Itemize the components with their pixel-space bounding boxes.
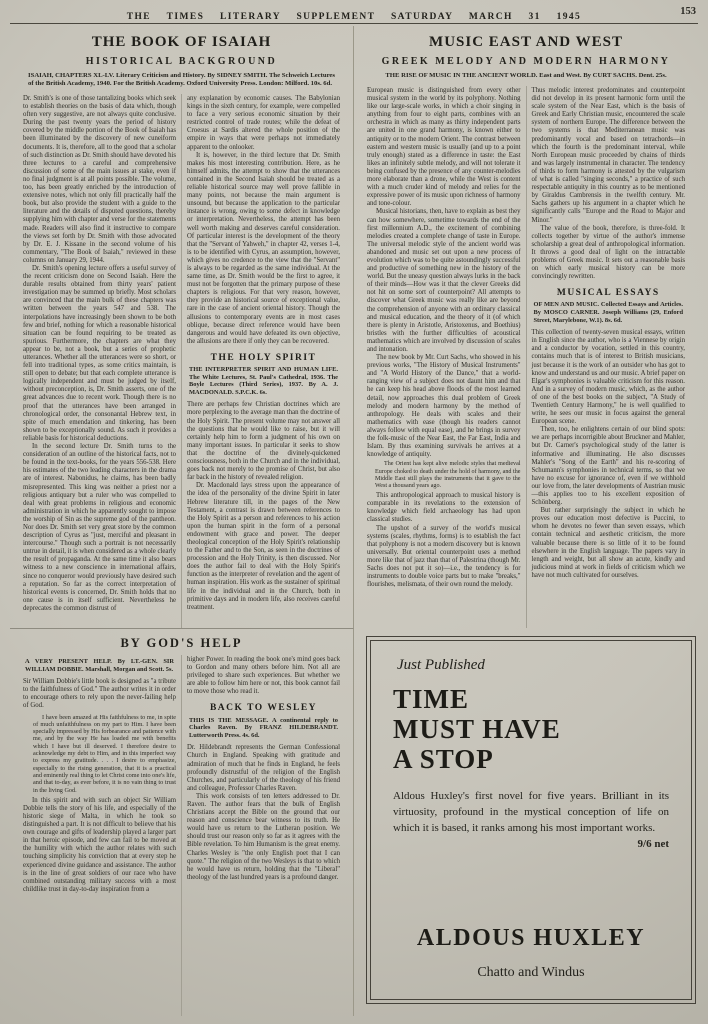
holy-spirit-text: [187, 401, 340, 611]
gods-help-column-2-text: [187, 656, 340, 696]
advert-book-title: [393, 684, 669, 775]
paragraph: In this spirit and with such an object Sir William Dobbie tells the story of his life, and especially of the historic siege of Malta, in which he took so distinguished a part. It is not difficult to believe that his own courage and gifts of leadership played a larger part in that heroic episode, and few can fail to be moved at the humility with which the author relates with such touching simplicity his conviction that at every step he experienced divine guidance and assistance. The author is in the line of great soldiers of our race who have combined outstanding military success with a most childlike trust in day-to-day inspiration from a: [23, 796, 176, 893]
music-column-1: [362, 86, 526, 628]
isaiah-column-2: [181, 94, 345, 628]
advert-blurb: [393, 789, 669, 853]
article-music-east-and-west: [354, 26, 698, 628]
paragraph: The upshot of a survey of the world's musical systems (scales, rhythms, forms) is to establish the fact that polyphony is not a modern discovery but is known universally. But oriental counterpoint uses a method more like that of jazz than that of Palestrina (though Mr. Sachs does not put it so)—i.e., the tendency is for instruments to double voice parts but to make "breaks," flourishes, melismata, of their own round the melody.: [367, 524, 521, 589]
paragraph: Sir William Dobbie's little book is designed as "a tribute to the faithfulness of God." The author writes it in order to encourage others to rely upon the never-failing help of God.: [23, 678, 176, 710]
isaiah-subtitle: HISTORICAL BACKGROUND: [85, 56, 278, 67]
gods-help-intro: [23, 678, 176, 710]
advert-title-line-2: MUST HAVE: [393, 714, 561, 745]
paragraph: It is, however, in the third lecture that Dr. Smith makes his most interesting contribution. Here, as he himself admits, the attempt to show that the utterances contained in the Second Isaiah should be treated as a reliable historical source may well prove fallible in many points, not because the main argument is unsound, but because the application to the particular instance is wrong, owing to some defect in knowledge or interpretation. Nevertheless, the attempt has been well worth making and deserves careful consideration. Of particular interest is the development of the theory that the "Servant of Yahweh," in chapter 42, verses 1-4, is to be identified with Cyrus, an assumption, however, which gives no credence to the view that the "Servant" is always to be regarded as the same individual. At the same time, as Dr. Smith would be the first to agree, it must not be forgotten that the primary purpose of these chapters is religious. For that very reason, however, they provide an historical source of exceptional value, rare in the case of ancient oriental history. Though the allusions to contemporary events are in most cases oblique, because direct reference would have been dangerous and would have defeated its own objective, the allusions are there if only they can be recovered.: [187, 151, 340, 345]
wesley-citation: THIS IS THE MESSAGE. A continental reply to Charles Raven. By FRANZ HILDEBRANDT. Lutterworth Press. 4s. 6d.: [189, 716, 338, 739]
music-column-1-continued: [367, 492, 521, 589]
masthead: [10, 6, 698, 20]
musical-essays-text: [532, 329, 686, 580]
isaiah-column-2-text: [187, 95, 340, 346]
gods-help-heading: BY GOD'S HELP: [120, 636, 243, 650]
masthead-title: THE TIMES LITERARY SUPPLEMENT SATURDAY MARCH 31 1945: [126, 12, 582, 22]
holy-spirit-citation: THE INTERPRETER SPIRIT AND HUMAN LIFE. The White Lectures, St. Paul's Cathedral, 1936. The Boyle Lectures (Third Series), 1937. By A. J. MACDONALD. S.P.C.K. 6s.: [189, 366, 338, 396]
article-book-of-isaiah: [10, 26, 354, 628]
bottom-section: [10, 628, 698, 1016]
wesley-text: [187, 744, 340, 882]
music-column-2: [526, 86, 691, 628]
advert-publisher: Chatto and Windus: [477, 965, 585, 980]
music-columns: [362, 86, 690, 628]
advert-blurb-text: Aldous Huxley's first novel for five years. Brilliant in its virtuosity, profound in the mystical conception of life on which it is based, it ranks among his most important works.: [393, 789, 669, 834]
advert-title-line-1: TIME: [393, 684, 470, 714]
isaiah-citation: ISAIAH, CHAPTERS XL-LV. Literary Criticism and History. By SIDNEY SMITH. The Schweich Lectures of the British Academy, 1940. For the British Academy. Oxford University Press. London: Milford. 10s. 6d.: [28, 72, 335, 87]
paragraph: This work consists of ten letters addressed to Dr. Raven. The author fears that the bulk of English Christians accept the Bible on the ground that our reason and conscience bear witness to its truth. He would have us return to the Lutheran position. We should trust our reason only so far as it agrees with the Bible revelation. To him Humanism is the great enemy. Charles Wesley is "the only English poet that I can quote." The religion of the two Wesleys is that to which he would have us return, holding that the "Liberal" theology of the last hundred years is a profound danger.: [187, 792, 340, 881]
gods-help-column-1: [18, 655, 181, 1016]
paragraph: The Orient has kept alive melodic styles that medieval Europe choked to death under the hold of harmony, and the Middle East still plays the instruments that it gave to the West a thousand years ago.: [375, 461, 521, 489]
top-articles: [10, 26, 698, 628]
paragraph: I have been amazed at His faithfulness to me, in spite of much unfaithfulness on my part to Him. I have been specially impressed by His forbearance and patience with me, and by the way He has loaded me with benefits which I have but ill deserved. I therefore desire to acknowledge my debt to Him, and in this imperfect way to express my gratitude. . . . I desire to emphasize, especially to the rising generation, that it is a practical and eminently real thing to let Christ come into one's life, and that to-day, as ever before, it is no vain thing to trust in the living God.: [33, 713, 176, 794]
advert-border: [366, 636, 696, 1004]
music-citation: THE RISE OF MUSIC IN THE ANCIENT WORLD. East and West. By CURT SACHS. Dent. 25s.: [385, 72, 667, 79]
advert-content: [370, 640, 692, 1000]
gods-help-columns: [18, 655, 345, 1016]
gods-help-citation: A VERY PRESENT HELP. By LT.-GEN. SIR WILLIAM DOBBIE. Marshall, Morgan and Scott. 5s.: [25, 658, 174, 673]
music-fine-print: [367, 461, 521, 490]
gods-help-column-2: [181, 655, 345, 1016]
isaiah-title: THE BOOK OF ISAIAH: [91, 34, 272, 50]
masthead-rule: [10, 23, 698, 24]
paragraph: Thus melodic interest predominates and counterpoint did not develop in its present harmonic form until the scale system of the Near East, which is the basis of Greek and Early Christian music, encountered the scale system of northern Europe. The difference between the two systems is that Mediterranean music was predominantly vocal and based on tetrachords—in which the fourth is the predominant interval, while North European music proceeded by chains of thirds and was largely instrumental in character. The tendency of thirds to form harmony is attested by the vulgarism of what is called "singing seconds," a practice of such respectable antiquity in this country as to be mentioned by Giraldus Cambrensis in the twelfth century. Mr. Sachs gathers up his argument in a chapter which he significantly calls "Europe and the Road to Major and Minor.": [531, 87, 685, 224]
paragraph: The new book by Mr. Curt Sachs, who showed in his previous works, "The History of Musical Instruments" and "A World History of the Dance," that a world-ranging view of a subject does not daunt him and that he can keep his head above floods of the most learned detail, now approaches this dual problem of Greek melody and modern harmony by the method of anthropology. He deals with scales and their mathematics with ease (though his readers cannot always follow with equal ease), and he brings in survey the folk-music of the Near East, the Far East, India and Islam. By thus examining survivals he arrives at a knowledge of antiquity.: [367, 354, 521, 459]
musical-essays-heading: MUSICAL ESSAYS: [556, 288, 660, 299]
paragraph: Musical historians, then, have to explain as best they can how somewhere, sometime towards the end of the first millennium A.D., the excitement of combining melodies created a complete change of taste in Europe. The universal melodic style of the ancient world was abandoned and music set out upon a new process of evolution which was to be quite astoundingly successful and productive of something new in the history of the world. But the uneasy question always lurks in the back of their minds—How was it that the clever Greeks did not hit on some sort of counterpoint? All attempts to discover what Greek music was really like are beyond the comprehension of anyone with an ordinary classical and musical education, and the theory of it (of which there is plenty in Aristotle, Aristoxenus, and Boethius) bristles with the further difficulties of acoustical mathematics which are involved by discussion of scales and intonation.: [367, 208, 521, 353]
advert-huxley: [354, 628, 698, 1016]
paragraph: Dr. Smith's is one of those tantalizing books which seek to establish theories on the basis of data which, though often very suggestive, are not always quite conclusive. During the past twenty years the period of history covered by the middle portion of the Book of Isaiah has been illuminated by the discovery of new cuneiform documents. It is, therefore, all to the good that a scholar of such distinction as Dr. Smith should have devoted his three lectures to a careful and comprehensive discussion of some of the main issues at stake, even if no final judgment is at all points possible. The volume, too, has been greatly enriched by the introduction of extensive notes, which not only fill practically half the book, but also provide the student with a guide to the literature and the details of disputed questions, thereby supplying him with chapter and verse for the statements made. Readers will also find it instructive to compare the views set forth by Dr. Smith with those advocated by Dr. E. J. Kissane in the second volume of his commentary, "The Book of Isaiah," reviewed in these columns on January 29, 1944.: [23, 95, 176, 264]
paragraph: But rather surprisingly the subject in which he proves our education most defective is Puccini, to whom he devotes no fewer than seven essays, which contain technical and aesthetic criticism, the more valuable because there is so little of it to be found elsewhere in the English language. The papers vary in length and weight, but all show an acute, kindly and judicious mind at work in fields of criticism which we have not much cultivated for ourselves.: [531, 507, 685, 579]
advert-price: 9/6 net: [637, 837, 669, 850]
advert-title-line-3: A STOP: [393, 744, 494, 775]
music-column-2-text: [532, 87, 686, 281]
wesley-heading: BACK TO WESLEY: [209, 703, 318, 714]
music-column-1-text: [367, 87, 521, 459]
musical-essays-citation: OF MEN AND MUSIC. Collected Essays and Articles. By MOSCO CARNER. Joseph Williams (29, Enford Street, Marylebone, W.1). 8s. 6d.: [533, 301, 683, 324]
paragraph: Dr. Hildebrandt represents the German Confessional Church in England. Speaking with gratitude and admiration of much that he finds in England, he feels profoundly distrustful of the religion of the English Churches, and particularly of the theology of his friend and colleague, Professor Charles Raven.: [187, 744, 340, 792]
paragraph: In the second lecture Dr. Smith turns to the consideration of an outline of the historical facts, not to be found in the text-books, for the years 556-538. Here his estimates of the two leading characters in the drama are of interest. Nabonidus, he claims, has been badly misrepresented. This king was neither a priest nor a religious antiquary but a ruler who was compelled to deal with great problems in religious and economic administration in which he apparently sought to impose the worship of Sin as the supreme god of the pantheon. Nor does Dr. Smith set very great store by the common description of Cyrus as "just, merciful and pleasant in intercourse." Though such a portrait is not necessarily untrue in detail, it is when considered as a whole clearly the result of propaganda. At the same time it also bears witness to a new conscience in international affairs, since no conqueror would previously have desired such a reputation. So far as the correct interpretation of historical events is concerned, Dr. Smith holds that no one cause is in itself sufficient. Nevertheless he deprecates the common distrust of: [23, 443, 176, 612]
isaiah-column-1: [18, 94, 181, 628]
paragraph: Dr. Smith's opening lecture offers a useful survey of the recent criticism done on Second Isaiah. Here the durable results obtained from thirty years' patient investigation may be summed up briefly. Most scholars are convinced that the main bulk of these chapters was written between the years 547 and 538. The interpolations have increasingly been shown to be both few and brief, nothing for which a reasonable historical situation can be found requiring to be treated as spurious. Furthermore, the chapters are what they appear to be, not a book, but a series of prophetic utterances. Whether all the utterances were so short, or fell into traditional types, as some critics maintain, is still open to debate; but that each complete utterance is logically independent and must be judged by itself, without preconception, is, Dr. Smith asserts, one of the great advances due to recent work. Though there is no proof that the utterances have been arranged in chronological order, the consonantal Hebrew text, in spite of much emendation and tinkering, has been shown to be exceptionally sound. As such it provides a reliable basis for historical deductions.: [23, 264, 176, 442]
paragraph: There are perhaps few Christian doctrines which are more perplexing to the average man than the doctrine of the Holy Spirit. The present volume may not answer all the questions that he would like to raise, but it will certainly help him to form a judgment of his own on many important issues. In particular it seeks to show that the doctrine of the divinely-quickened consciousness, both in the Church and in the individual, goes back not merely to the promise of Christ, but also far back in the history of revealed religion.: [187, 401, 340, 482]
page-number: 153: [680, 6, 696, 17]
advert-eyebrow: Just Published: [397, 657, 485, 673]
paragraph: The value of the book, therefore, is three-fold. It collects together by virtue of the author's immense scholarship a great deal of anthropological information. It throws a good deal of light on the intractable problems of Greek music. It sets out a reasonable basis on which early musical history can be more convincingly rewritten.: [531, 224, 685, 281]
paragraph: Dr. Macdonald lays stress upon the appearance of the idea of the personality of the divine Spirit in later Hebrew literature till, in the pages of the New Testament, a contrast is drawn between references to the Holy Spirit as a person and references to his action upon the human spirit in the form of a personal endowment with grace and power. The deeper theological conception of the Holy Spirit's relationship to the Father and to the Son, as seen in the doctrines of procession and the Holy Trinity, is then discussed. Nor does the author fail to deal with the Holy Spirit's function as the interpreter of revelation and the agent of human inspiration. His work as the sustainer of spiritual life in the individual and in the Church, both in primitive days and in modern life, also receives careful treatment.: [187, 482, 340, 611]
paragraph: higher Power. In reading the book one's mind goes back to Gordon and many others before him. Not all are privileged to share such experiences. But whether we are able to follow him here or not, this book cannot fail to move those who read it.: [187, 656, 340, 696]
paragraph: This collection of twenty-seven musical essays, written in English since the author, who is a Viennese by origin and a conductor by vocation, settled in this country, contains much that is of interest to British musicians, just because it is the work of an outsider who has got to know and understand us and our music. A brief paper on Elgar's symphonies is valuable criticism for this reason. And in a survey of modern music, which, as the author of one of the best books on the subject, "A Study of Twentieth Century Harmony," he is well qualified to write, he sees our music in focus against the general European scene.: [531, 329, 685, 426]
paragraph: Then, too, he enlightens certain of our blind spots: we are perhaps incorrigible about Bruckner and Mahler, but Dr. Carner's psychological study of the latter is informative and illuminating. He also discusses Mahler's "Song of the Earth" and his re-scoring of Schumann's symphonies in technical terms, so that we have no excuse for ignorance of, even if we withhold our love from, the later developments of Austrian music—this applies too to his excellent exposition of Schönberg.: [531, 426, 685, 507]
article-by-gods-help: [10, 628, 354, 1016]
music-subtitle: GREEK MELODY AND MODERN HARMONY: [381, 56, 671, 67]
gods-help-column-1-continued: [23, 797, 176, 894]
isaiah-columns: [18, 94, 345, 628]
paragraph: any explanation by economic causes. The Babylonian kings in the sixth century, for example, were compelled to face a very serious economic situation by their restricted control of trade routes; while the defeat of Croesus at Sardis altered the whole position of the empire in ways that were perhaps not immediately apparent to the onlooker.: [187, 95, 340, 151]
gods-help-quote: [23, 714, 176, 794]
music-title: MUSIC EAST AND WEST: [429, 34, 623, 50]
paragraph: This anthropological approach to musical history is comparable in its revelations to the extension of knowledge which field archaeology has had upon classical studies.: [367, 492, 521, 524]
holy-spirit-heading: THE HOLY SPIRIT: [210, 352, 317, 363]
advert-author: ALDOUS HUXLEY: [416, 925, 646, 951]
paragraph: European music is distinguished from every other musical system in the world by its polyphony. Nothing like our large-scale works, in which a choir singing in anything from four to eight parts, combines with an orchestra in which as many as thirty independent parts are united in one grand harmony, is known either to antiquity or to the modern Orient. The contrast between eastern and western music is usually (and up to a point truly enough) stated as a difference in taste: the East likes an infinitely subtle melody, and will not tolerate it being confused by the presence of any counter-melodies more elaborate than a drone, while the West is content with a much cruder kind of melody and relies for the expressive power of its music upon richness of harmony and tone-colour.: [367, 87, 521, 208]
